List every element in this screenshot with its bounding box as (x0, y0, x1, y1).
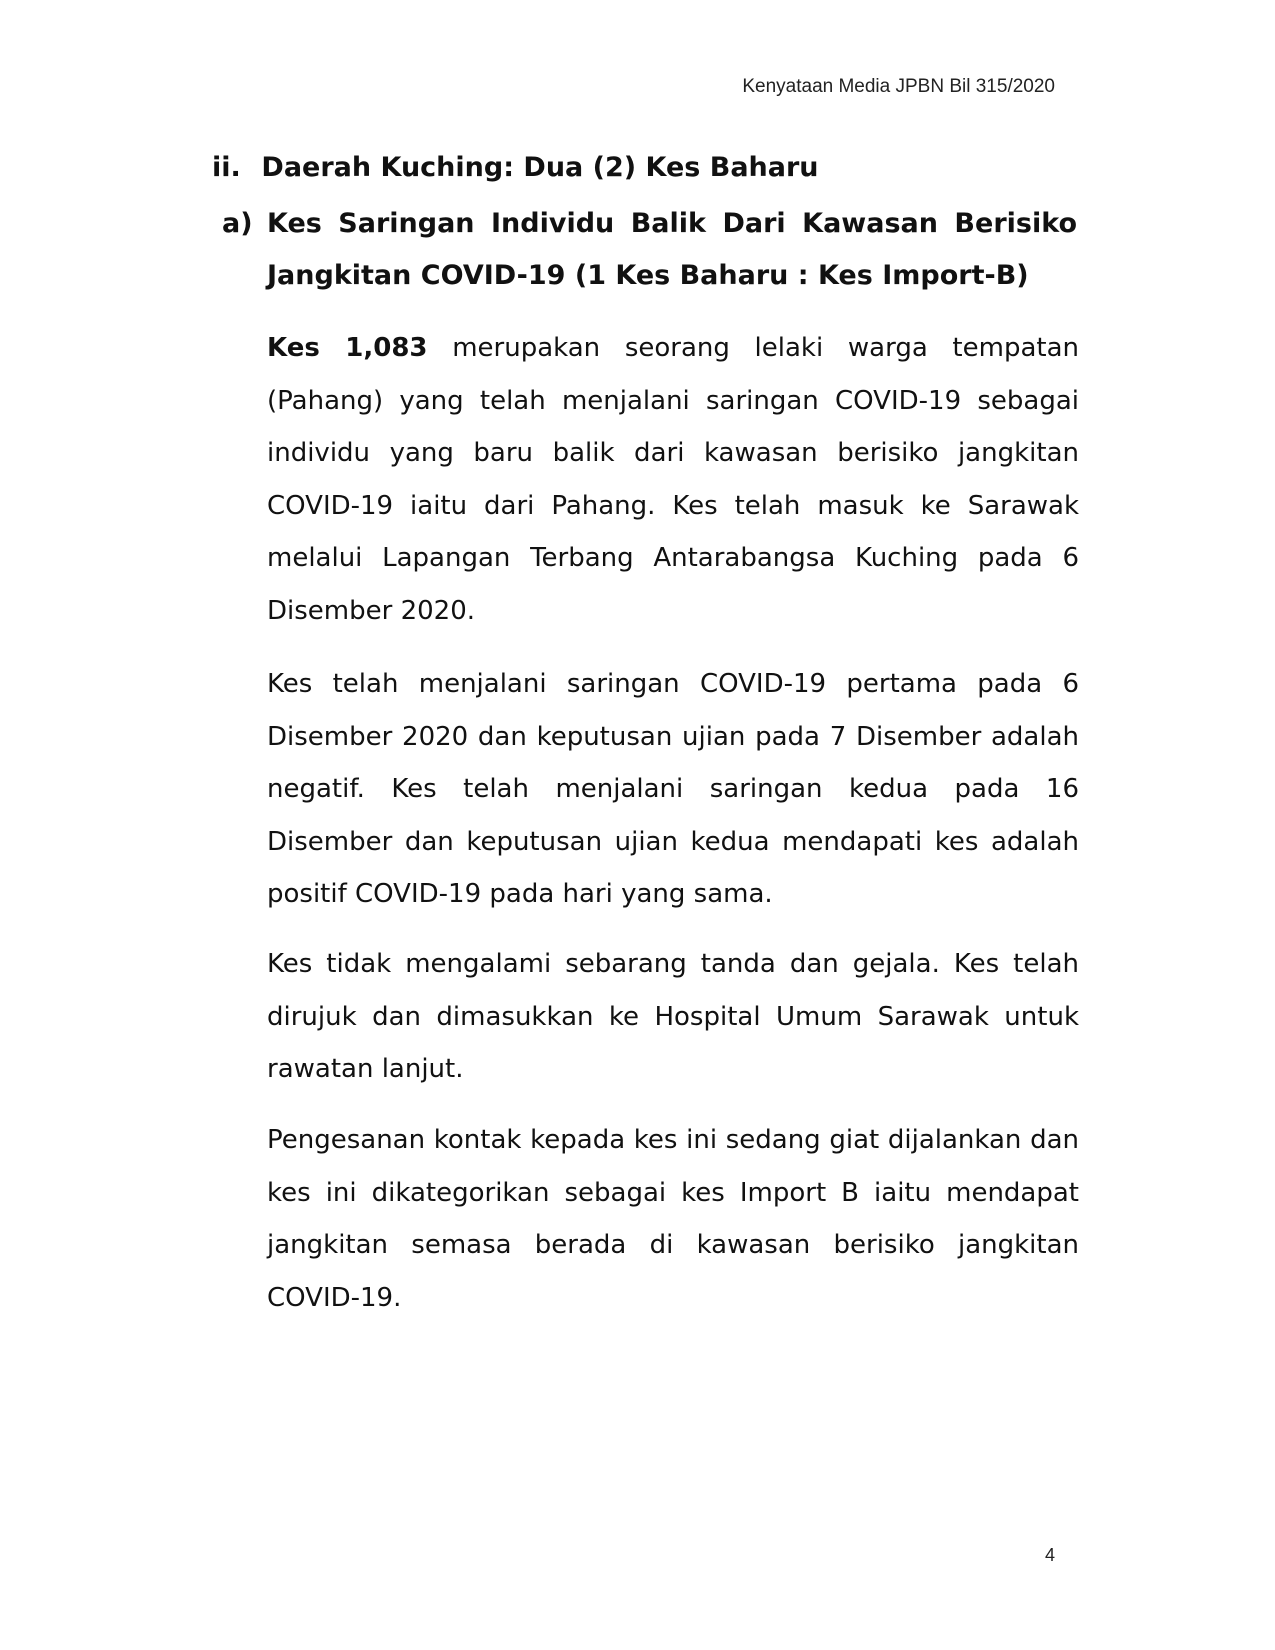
symptoms-paragraph: Kes tidak mengalami sebarang tanda dan gejala. Kes telah dirujuk dan dimasukkan ke Hospital Umum Sarawak untuk rawatan lanjut. (267, 949, 1079, 1084)
section-heading (212, 150, 1082, 186)
subsection-title: Kes Saringan Individu Balik Dari Kawasan Berisiko Jangkitan COVID-19 (1 Kes Baharu : Kes Import-B) (267, 208, 1077, 291)
document-reference: Kenyataan Media JPBN Bil 315/2020 (742, 76, 1055, 97)
subsection-marker: a) (222, 208, 253, 239)
contact-tracing-paragraph: Pengesanan kontak kepada kes ini sedang giat dijalankan dan kes ini dikategorikan sebagai kes Import B iaitu mendapat jangkitan semasa berada di kawasan berisiko jangkitan COVID-19. (267, 1125, 1079, 1313)
section-title: Daerah Kuching: Dua (2) Kes Baharu (261, 152, 819, 183)
screening-paragraph: Kes telah menjalani saringan COVID-19 pertama pada 6 Disember 2020 dan keputusan ujian pada 7 Disember adalah negatif. Kes telah menjalani saringan kedua pada 16 Disember dan keputusan ujian kedua mendapati kes adalah positif COVID-19 pada hari yang sama. (267, 669, 1079, 909)
case-details-paragraph (267, 322, 1079, 637)
page-number: 4 (1044, 1545, 1055, 1565)
case-details-text: merupakan seorang lelaki warga tempatan (Pahang) yang telah menjalani saringan COVID-19 sebagai individu yang baru balik dari kawasan berisiko jangkitan COVID-19 iaitu dari Pahang. Kes telah masuk ke Sarawak melalui Lapangan Terbang Antarabangsa Kuching pada 6 Disember 2020. (267, 333, 1079, 626)
section-number: ii. (212, 152, 241, 183)
case-number: Kes 1,083 (267, 333, 428, 363)
